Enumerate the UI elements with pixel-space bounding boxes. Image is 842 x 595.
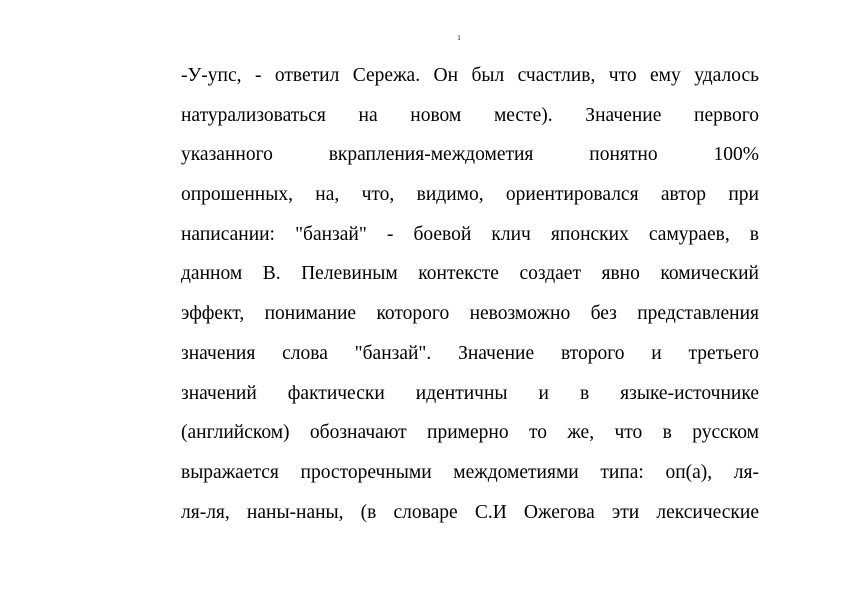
text-line: ля-ля, наны-наны, (в словаре С.И Ожегова эти лексические [181, 501, 759, 523]
page-number: 1 [457, 34, 461, 42]
text-line: -У-упс, - ответил Сережа. Он был счастлив, что ему удалось [181, 65, 759, 86]
text-line: указанного вкрапления-междометия понятно 100% [181, 144, 759, 166]
text-line: написании: "банзай" - боевой клич японских самураев, в [181, 223, 759, 245]
text-line: данном В. Пелевиным контексте создает явно комический [181, 263, 759, 285]
text-line: значений фактически идентичны и в языке-источнике [181, 382, 759, 404]
body-text [181, 62, 759, 538]
text-line: опрошенных, на, что, видимо, ориентировался автор при [181, 184, 759, 206]
text-line: значения слова "банзай". Значение второго и третьего [181, 342, 759, 364]
text-line: выражается просторечными междометиями типа: оп(а), ля- [181, 461, 759, 483]
text-line: натурализоваться на новом месте). Значение первого [181, 104, 759, 126]
text-line: (английском) обозначают примерно то же, что в русском [181, 422, 759, 444]
text-line: эффект, понимание которого невозможно без представления [181, 303, 759, 325]
